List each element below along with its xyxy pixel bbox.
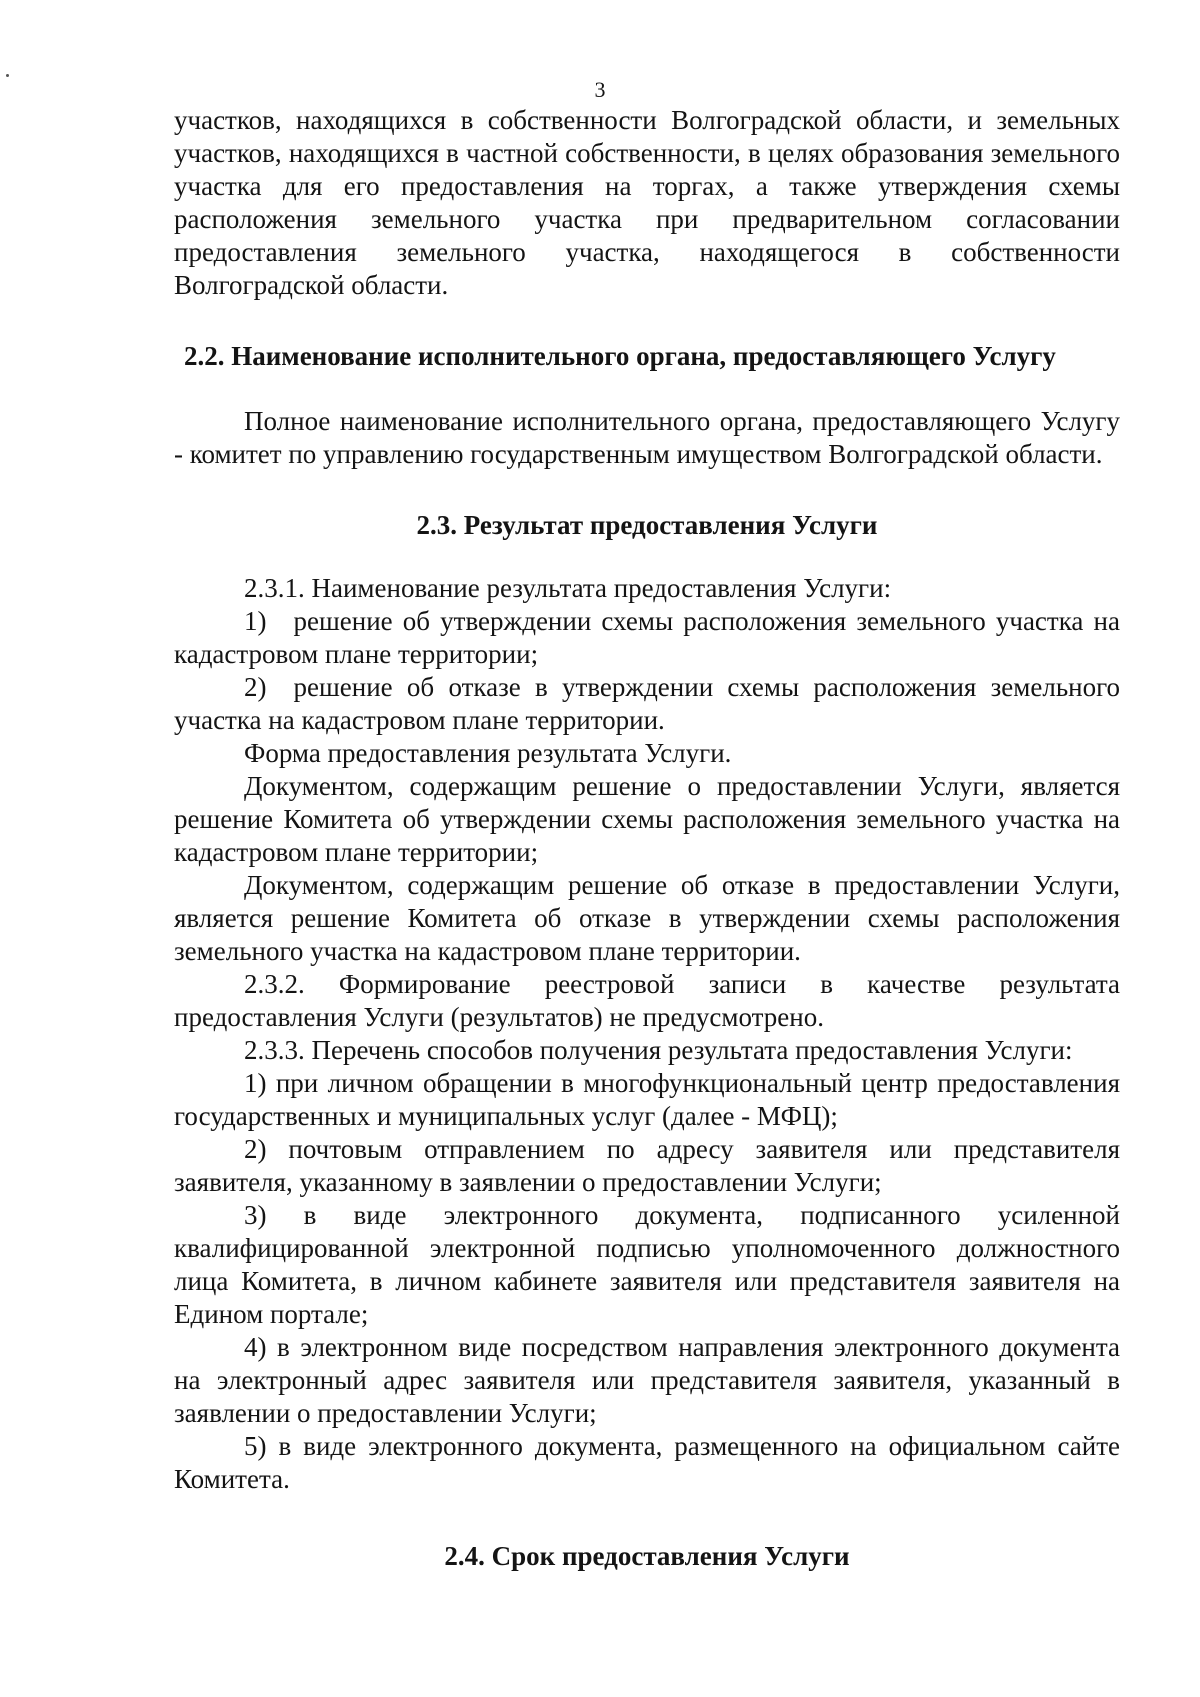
result-item-1: 1) решение об утверждении схемы расположения земельного участка на кадастровом плане территории;: [174, 606, 1120, 669]
document-body: [174, 104, 1120, 1573]
result-item-2: 2) решение об отказе в утверждении схемы расположения земельного участка на кадастровом плане территории.: [174, 672, 1120, 735]
heading-2-4: 2.4. Срок предоставления Услуги: [444, 1541, 850, 1571]
way-item-1: 1) при личном обращении в многофункциональный центр предоставления государственных и муниципальных услуг (далее - МФЦ);: [174, 1068, 1120, 1131]
paragraph-intro: участков, находящихся в собственности Волгоградской области, и земельных участков, находящихся в частной собственности, в целях образования земельного участка для его предоставления на торгах, а также утверждения схемы расположения земельного участка при предварительном согласовании предоставления земельного участка, находящегося в собственности Волгоградской области.: [174, 105, 1120, 300]
way-item-3: 3) в виде электронного документа, подписанного усиленной квалифицированной электронной подписью уполномоченного должностного лица Комитета, в личном кабинете заявителя или представителя заявителя на Едином портале;: [174, 1200, 1120, 1329]
way-item-2: 2) почтовым отправлением по адресу заявителя или представителя заявителя, указанному в заявлении о предоставлении Услуги;: [174, 1134, 1120, 1197]
paragraph-doc-grant: Документом, содержащим решение о предоставлении Услуги, является решение Комитета об утверждении схемы расположения земельного участка на кадастровом плане территории;: [174, 771, 1120, 867]
paragraph-full-name: Полное наименование исполнительного органа, предоставляющего Услугу - комитет по управлению государственным имуществом Волгоградской области.: [174, 406, 1120, 469]
page-number: 3: [594, 77, 606, 102]
paragraph-doc-refuse: Документом, содержащим решение об отказе в предоставлении Услуги, является решение Комитета об отказе в утверждении схемы расположения земельного участка на кадастровом плане территории.: [174, 870, 1120, 966]
heading-2-2: 2.2. Наименование исполнительного органа, предоставляющего Услугу: [184, 341, 1056, 371]
way-item-5: 5) в виде электронного документа, размещенного на официальном сайте Комитета.: [174, 1431, 1120, 1494]
paragraph-2-3-1: 2.3.1. Наименование результата предоставления Услуги:: [244, 573, 892, 603]
heading-2-3: 2.3. Результат предоставления Услуги: [416, 510, 878, 540]
paragraph-2-3-2: 2.3.2. Формирование реестровой записи в качестве результата предоставления Услуги (результатов) не предусмотрено.: [174, 969, 1120, 1032]
paragraph-2-3-3: 2.3.3. Перечень способов получения результата предоставления Услуги:: [244, 1035, 1073, 1065]
way-item-4: 4) в электронном виде посредством направления электронного документа на электронный адрес заявителя или представителя заявителя, указанный в заявлении о предоставлении Услуги;: [174, 1332, 1120, 1428]
scan-speck: [6, 74, 9, 77]
paragraph-form: Форма предоставления результата Услуги.: [244, 738, 732, 768]
